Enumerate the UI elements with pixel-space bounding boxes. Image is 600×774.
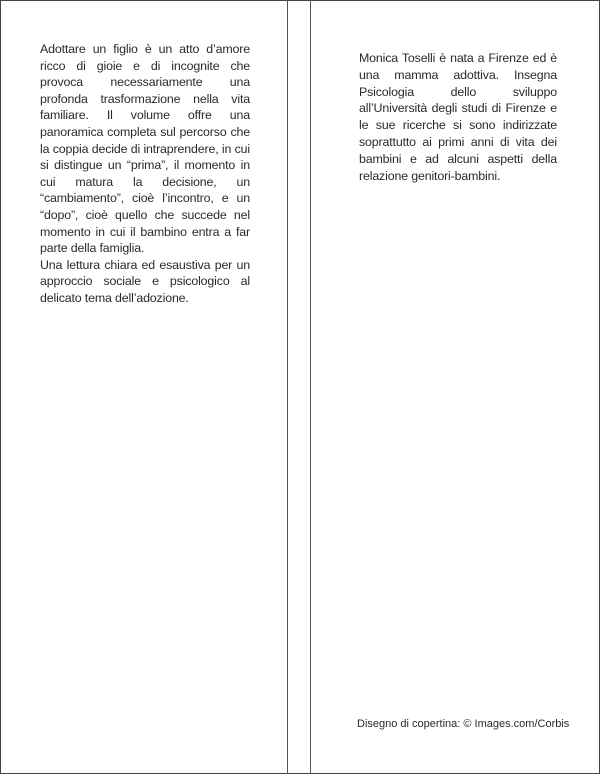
right-flap-text [359, 50, 557, 184]
left-flap-text [40, 41, 250, 307]
left-flap-paragraph-2: Una lettura chiara ed esaustiva per un approccio sociale e psicologico al delicato tema dell’adozione. [40, 257, 250, 305]
author-bio: Monica Toselli è nata a Firenze ed è una mamma adottiva. Insegna Psicologia dello sviluppo all’Università degli studi di Firenze e le sue ricerche si sono indirizzate soprattutto ai primi anni di vita dei bambini e ad alcuni aspetti della relazione genitori-bambini. [359, 51, 557, 183]
fold-line-right [310, 0, 311, 774]
cover-credit: Disegno di copertina: © Images.com/Corbis [357, 718, 570, 730]
fold-line-left [287, 0, 288, 774]
left-flap-paragraph-1: Adottare un figlio è un atto d’amore ricco di gioie e di incognite che provoca necessariamente una profonda trasformazione nella vita familiare. Il volume offre una panoramica completa sul percorso che la coppia decide di intraprendere, in cui si distingue un “prima”, il momento in cui matura la decisione, un “cambiamento”, cioè l’incontro, e un “dopo”, cioè quello che succede nel momento in cui il bambino entra a far parte della famiglia. [40, 42, 250, 256]
